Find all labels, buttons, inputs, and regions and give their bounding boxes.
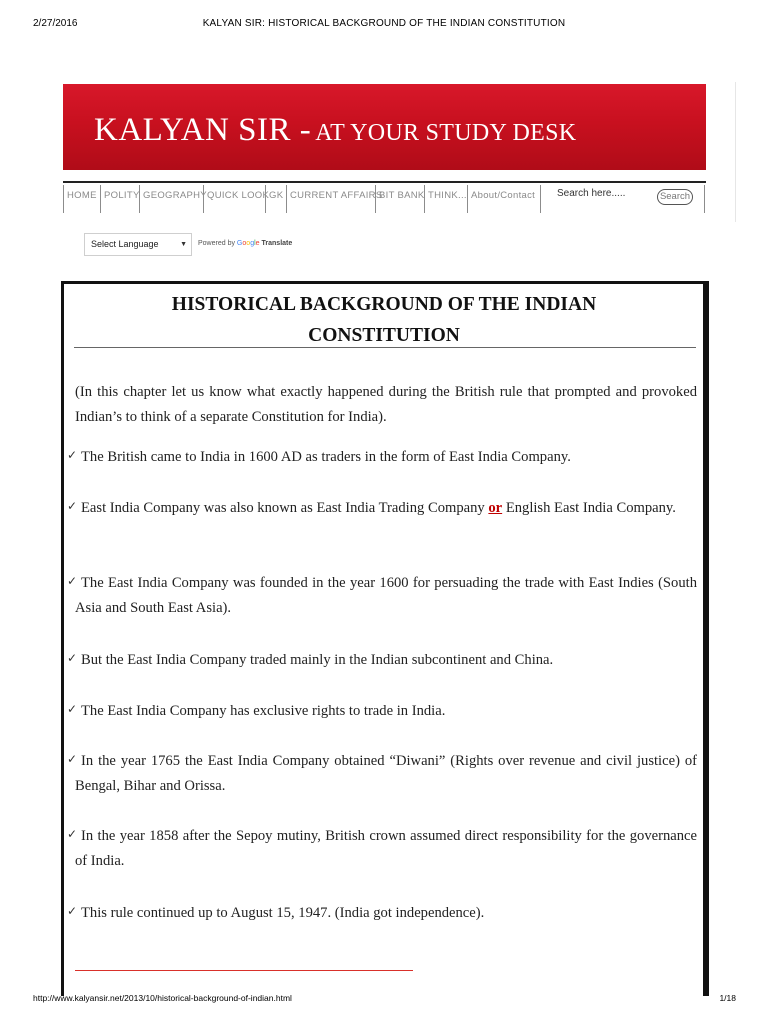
article-body <box>61 281 709 996</box>
nav-item-gk[interactable]: GK <box>265 185 286 213</box>
caret-down-icon: ▼ <box>180 241 187 248</box>
search-button[interactable]: Search <box>657 189 693 205</box>
section-divider <box>75 970 413 971</box>
print-footer <box>0 993 768 1007</box>
powered-by-label: Powered by <box>198 240 235 247</box>
title-underline <box>74 347 696 348</box>
article-title <box>74 289 694 351</box>
nav-end-divider <box>704 185 705 213</box>
brand-main: KALYAN SIR - <box>94 112 312 148</box>
google-logo: Google <box>236 240 260 247</box>
check-icon: ✓ <box>67 904 78 918</box>
bullet-point: ✓ The British came to India in 1600 AD as traders in the form of East India Company. <box>75 445 697 470</box>
print-doc-title: KALYAN SIR: HISTORICAL BACKGROUND OF THE INDIAN CONSTITUTION <box>202 18 566 29</box>
nav-divider <box>540 185 541 213</box>
or-link[interactable]: or <box>488 500 503 516</box>
bullet-point: ✓ In the year 1858 after the Sepoy mutiny, British crown assumed direct responsibility for the governance of India. <box>75 824 697 874</box>
bullet-point: ✓ But the East India Company traded mainly in the Indian subcontinent and China. <box>75 648 697 673</box>
check-icon: ✓ <box>67 574 78 588</box>
nav-item-geography[interactable]: GEOGRAPHY <box>139 185 210 213</box>
article-title-line-2: CONSTITUTION <box>308 325 460 346</box>
check-icon: ✓ <box>67 448 78 462</box>
nav-item-bit-bank[interactable]: BIT BANK <box>375 185 428 213</box>
bullet-point: ✓ In the year 1765 the East India Company obtained “Diwani” (Rights over revenue and civil justice) of Bengal, Bihar and Orissa. <box>75 749 697 799</box>
check-icon: ✓ <box>67 702 78 716</box>
bullet-point: ✓ The East India Company has exclusive rights to trade in India. <box>75 699 697 724</box>
check-icon: ✓ <box>67 827 78 841</box>
check-icon: ✓ <box>67 651 78 665</box>
nav-item-home[interactable]: HOME <box>63 185 100 213</box>
nav-item-polity[interactable]: POLITY <box>100 185 143 213</box>
check-icon: ✓ <box>67 752 78 766</box>
language-select[interactable] <box>84 233 192 256</box>
powered-by-google-translate[interactable] <box>198 240 292 247</box>
print-url: http://www.kalyansir.net/2013/10/historical-background-of-indian.html <box>33 993 292 1003</box>
check-icon: ✓ <box>67 499 78 513</box>
bullet-point: ✓ East India Company was also known as East India Trading Company or English East India Company. <box>75 496 697 521</box>
bullet-point: ✓ This rule continued up to August 15, 1947. (India got independence). <box>75 901 697 926</box>
nav-item-quick-look[interactable]: QUICK LOOK <box>203 185 272 213</box>
intro-paragraph: (In this chapter let us know what exactly happened during the British rule that prompted and provoked Indian’s to think of a separate Constitution for India). <box>75 384 697 425</box>
main-nav <box>63 181 706 213</box>
brand-tagline: AT YOUR STUDY DESK <box>315 120 577 146</box>
article-title-line-1: HISTORICAL BACKGROUND OF THE INDIAN <box>171 294 597 315</box>
translate-label: Translate <box>261 240 293 247</box>
site-banner[interactable] <box>63 84 706 170</box>
print-date: 2/27/2016 <box>33 18 78 29</box>
print-header <box>0 18 768 32</box>
print-page-number: 1/18 <box>719 993 736 1003</box>
nav-item-think[interactable]: THINK... <box>424 185 470 213</box>
nav-item-current-affairs[interactable]: CURRENT AFFAIRS <box>286 185 385 213</box>
search-input[interactable]: Search here..... <box>557 188 626 199</box>
page-edge-rule <box>735 82 736 222</box>
site-brand <box>94 112 576 149</box>
nav-item-about-contact[interactable]: About/Contact <box>467 185 538 213</box>
bullet-point: ✓ The East India Company was founded in the year 1600 for persuading the trade with East Indies (South Asia and South East Asia). <box>75 571 697 621</box>
language-select-label: Select Language <box>91 239 159 249</box>
